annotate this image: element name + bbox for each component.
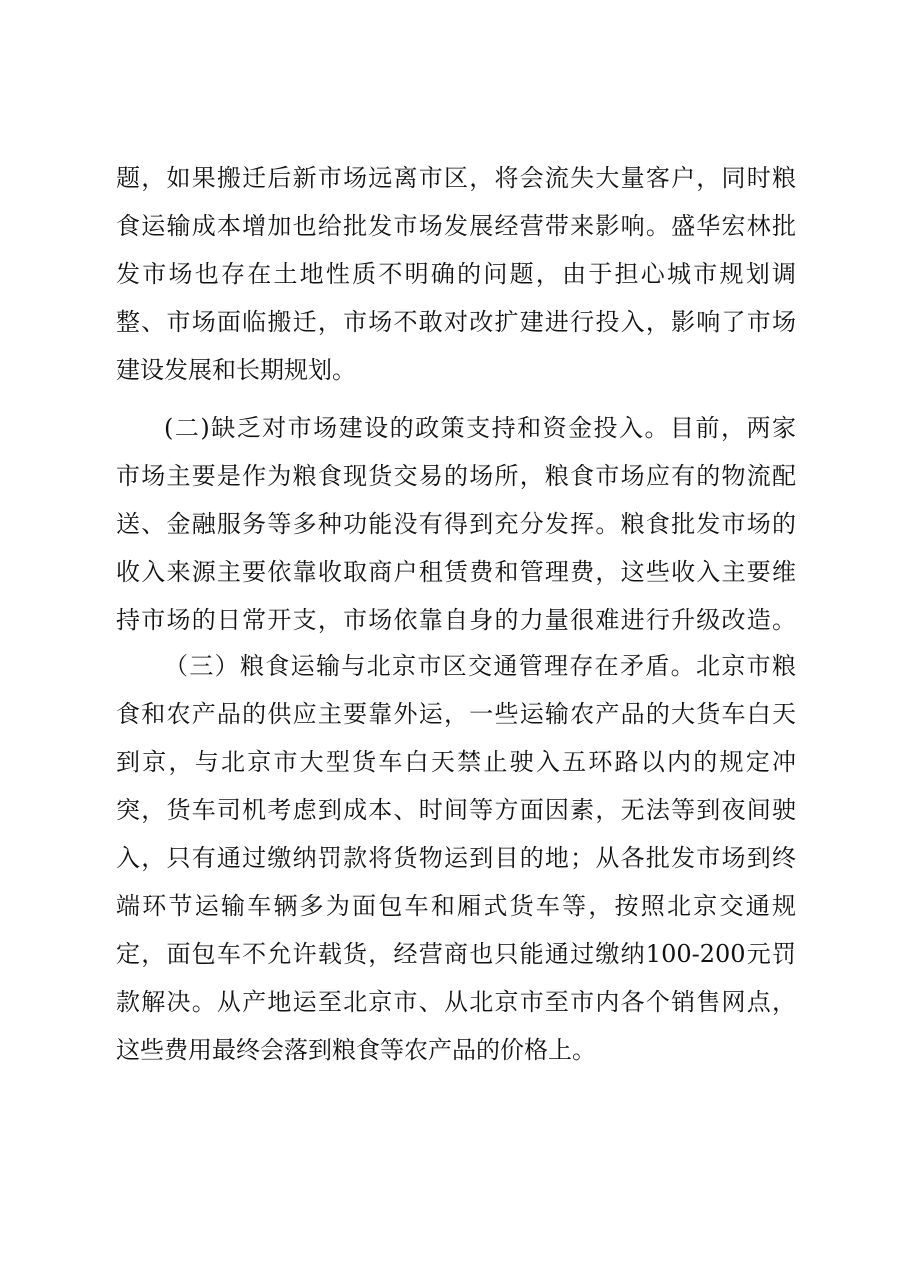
paragraph-line: 食运输成本增加也给批发市场发展经营带来影响。盛华宏林批 [116,212,796,240]
paragraph-line: 定，面包车不允许载货，经营商也只能通过缴纳100-200元罚 [116,940,796,968]
paragraph-line: 这些费用最终会落到粮食等农产品的价格上。 [116,1036,596,1064]
paragraph-line: 食和农产品的供应主要靠外运，一些运输农产品的大货车白天 [116,700,796,728]
paragraph-line: 持市场的日常开支，市场依靠自身的力量很难进行升级改造。 [116,606,796,634]
paragraph-1 [116,154,796,394]
paragraph-line: 端环节运输车辆多为面包车和厢式货车等，按照北京交通规 [116,892,796,920]
paragraph-line: 市场主要是作为粮食现货交易的场所，粮食市场应有的物流配 [116,462,796,490]
paragraph-line: 突，货车司机考虑到成本、时间等方面因素，无法等到夜间驶 [116,796,796,824]
paragraph-2 [116,404,796,644]
paragraph-line: 发市场也存在土地性质不明确的问题，由于担心城市规划调 [116,260,796,288]
paragraph-line: 建设发展和长期规划。 [116,356,356,384]
paragraph-line: 送、金融服务等多种功能没有得到充分发挥。粮食批发市场的 [116,510,796,538]
paragraph-line: （三）粮食运输与北京市区交通管理存在矛盾。北京市粮 [164,652,796,680]
paragraph-line: 收入来源主要依靠收取商户租赁费和管理费，这些收入主要维 [116,558,796,586]
paragraph-line: (二)缺乏对市场建设的政策支持和资金投入。目前，两家 [164,414,796,442]
paragraph-line: 题，如果搬迁后新市场远离市区，将会流失大量客户，同时粮 [116,164,796,192]
paragraph-line: 入，只有通过缴纳罚款将货物运到目的地；从各批发市场到终 [116,844,796,872]
paragraph-line: 款解决。从产地运至北京市、从北京市至市内各个销售网点， [116,988,796,1016]
paragraph-line: 整、市场面临搬迁，市场不敢对改扩建进行投入，影响了市场 [116,308,796,336]
paragraph-3 [116,642,796,1074]
paragraph-line: 到京，与北京市大型货车白天禁止驶入五环路以内的规定冲 [116,748,796,776]
